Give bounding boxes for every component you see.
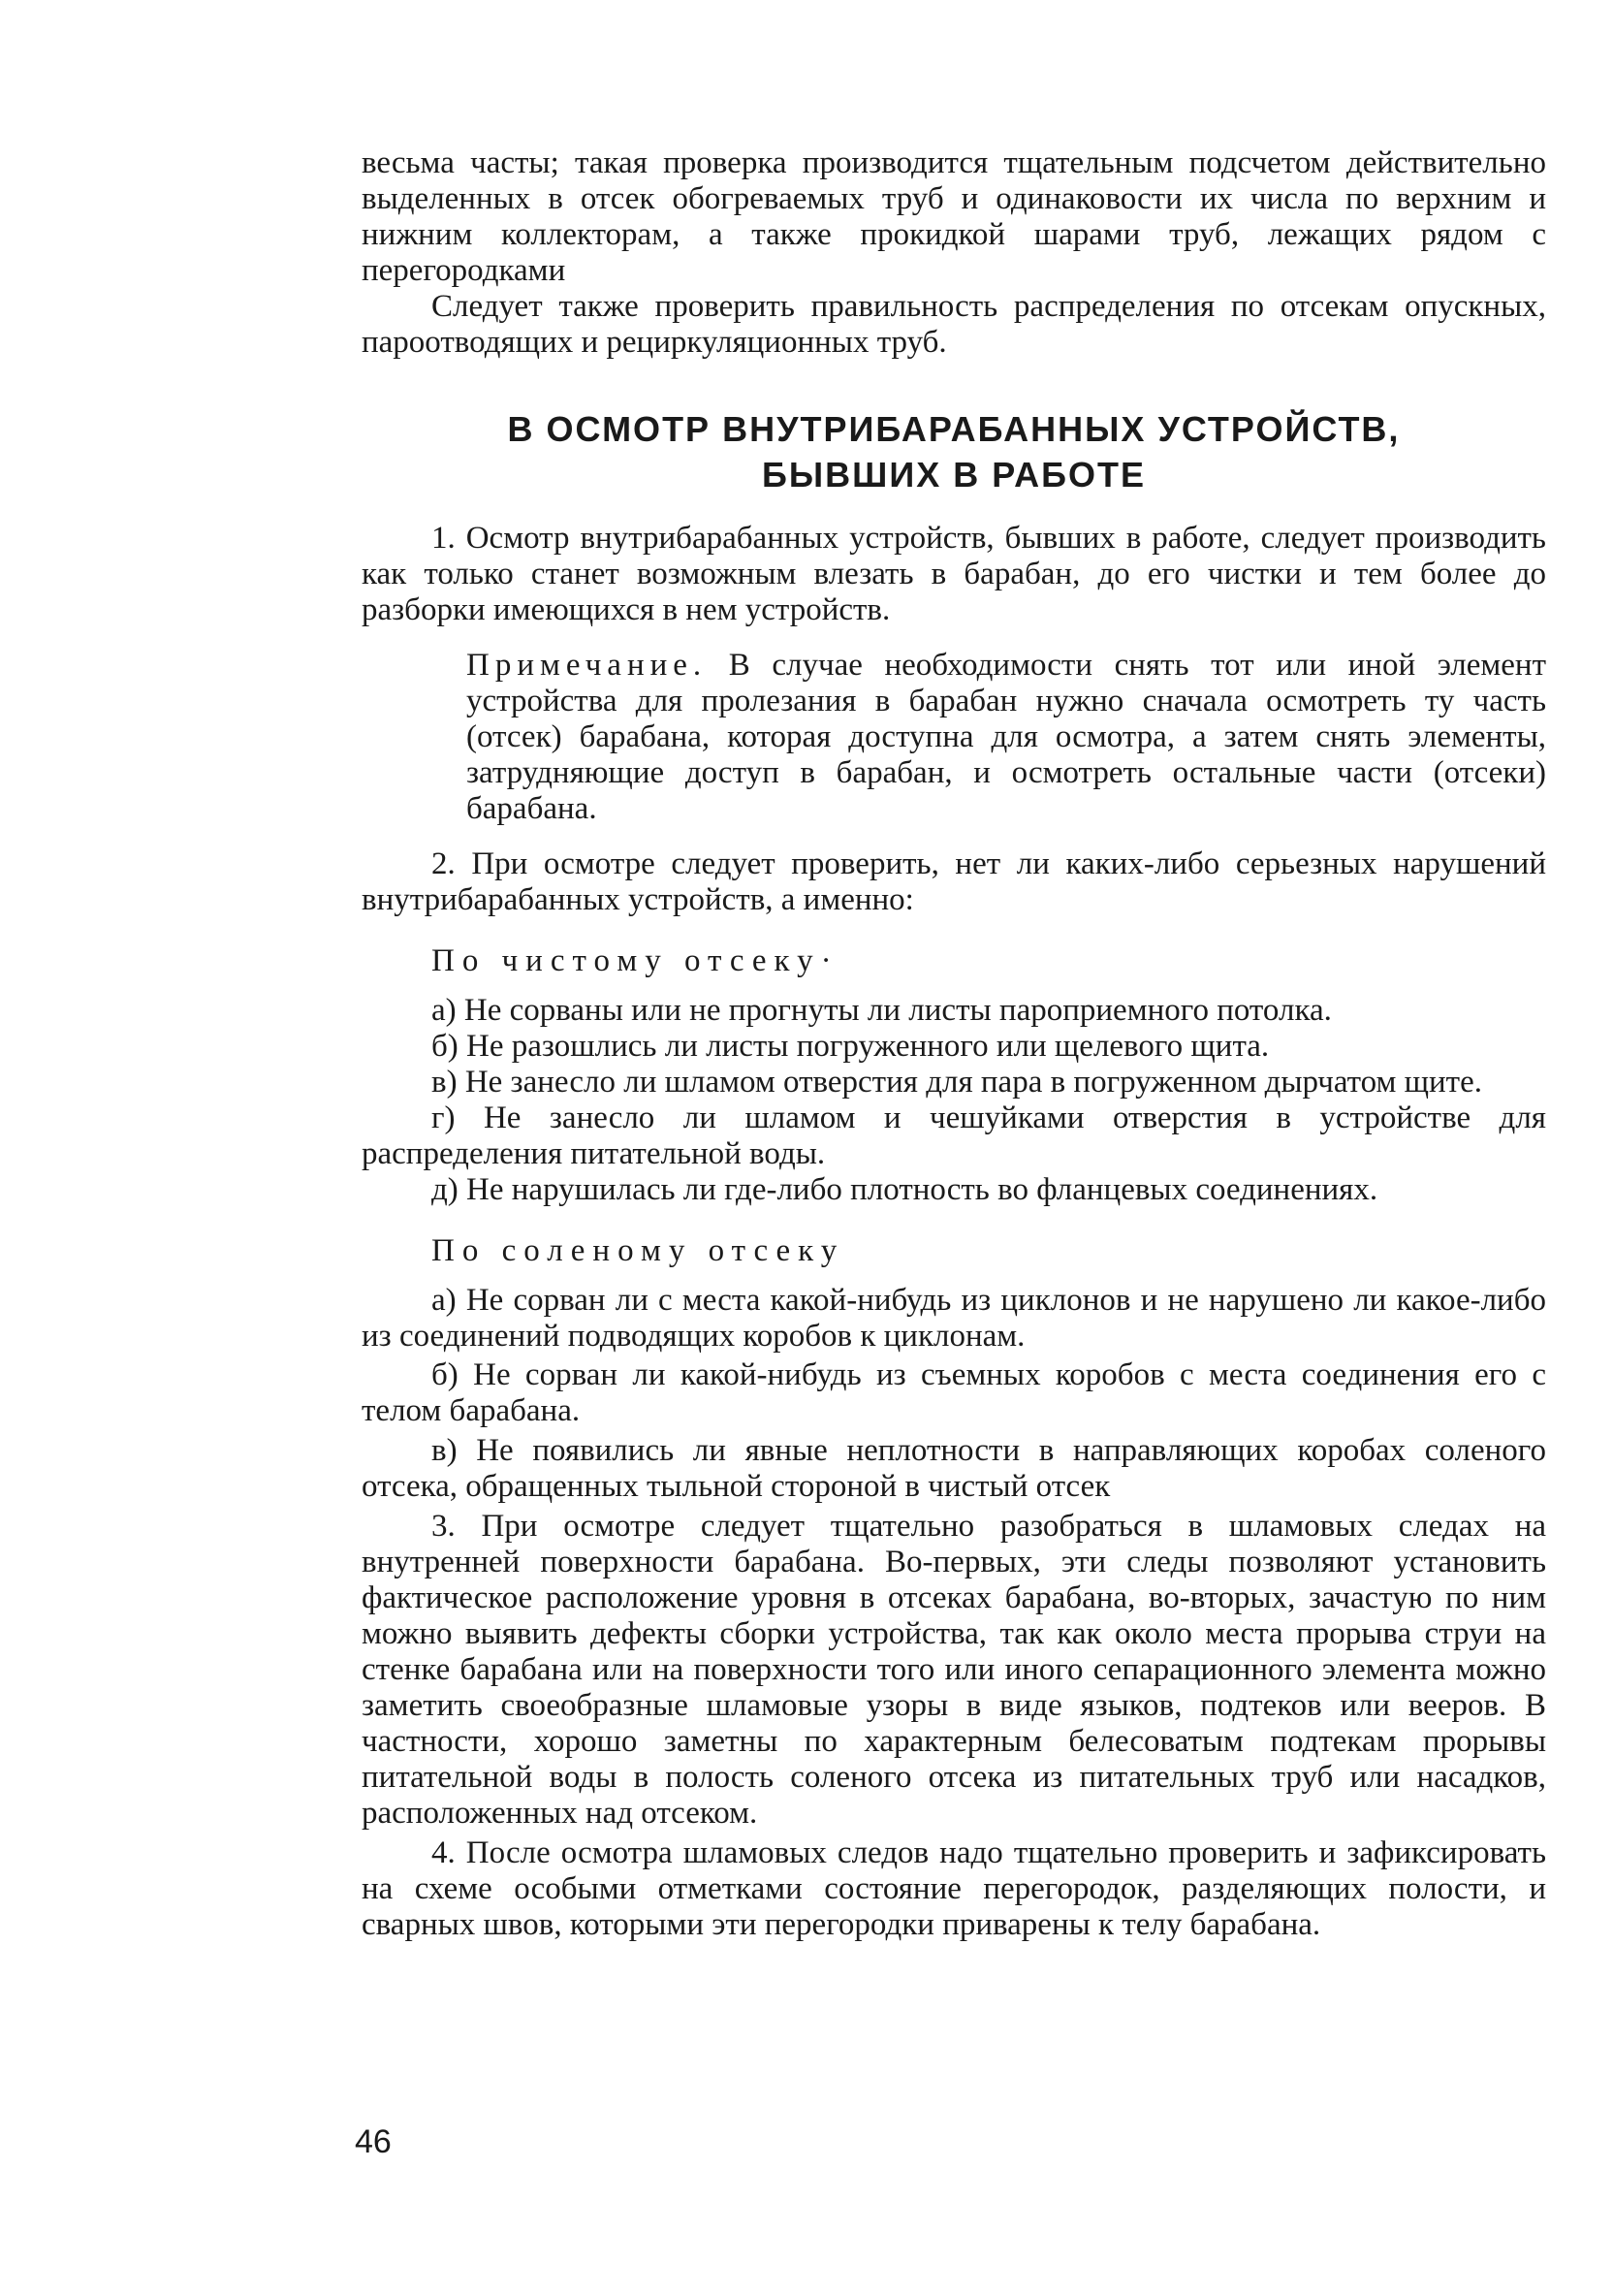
section-heading-line-1: В ОСМОТР ВНУТРИБАРАБАННЫХ УСТРОЙСТВ, bbox=[507, 408, 1401, 449]
note bbox=[466, 648, 1546, 827]
salt-item-v: в) Не появились ли явные неплотности в направляющих коробах соленого отсека, обращенных тыльной стороной в чистый отсек bbox=[362, 1433, 1546, 1505]
clean-item-b: б) Не разошлись ли листы погруженного или щелевого щита. bbox=[431, 1028, 1270, 1064]
item-2: 2. При осмотре следует проверить, нет ли каких-либо серьезных нарушений внутрибарабанных устройств, а именно: bbox=[362, 845, 1546, 917]
paragraph-continuation: весьма часты; такая проверка производится тщательным подсчетом действительно выделенных в отсек обогреваемых труб и одинаковости их числа по верхним и нижним коллекторам, а также прокидкой шарами труб, лежащих рядом с перегородками bbox=[362, 145, 1546, 288]
clean-item-v: в) Не занесло ли шламом отверстия для пара в погруженном дырчатом щите. bbox=[431, 1064, 1482, 1100]
section-heading-line-2: БЫВШИХ В РАБОТЕ bbox=[762, 454, 1146, 494]
note-label: Примечание. bbox=[466, 648, 708, 684]
item-4: 4. После осмотра шламовых следов надо тщательно проверить и зафиксировать на схеме особыми отметками состояние перегородок, разделяющих полости, и сварных швов, которыми эти перегородки приварены к телу барабана. bbox=[362, 1834, 1546, 1942]
section-heading bbox=[362, 407, 1546, 498]
clean-item-g: г) Не занесло ли шламом и чешуйками отверстия в устройстве для распределения питательной воды. bbox=[362, 1100, 1546, 1171]
item-1: 1. Осмотр внутрибарабанных устройств, бывших в работе, следует производить как только станет возможным влезать в барабан, до его чистки и тем более до разборки имеющихся в нем устройств. bbox=[362, 521, 1546, 628]
note-text: В случае необходимости снять тот или иной элемент устройства для пролезания в барабан нужно сначала осмотреть ту часть (отсек) барабана, которая доступна для осмотра, а затем снять элементы, затрудняющие доступ в барабан, и осмотреть остальные части (отсеки) барабана. bbox=[466, 648, 1546, 826]
clean-item-a: а) Не сорваны или не прогнуты ли листы пароприемного потолка. bbox=[431, 992, 1332, 1028]
salt-section-title: По соленому отсеку bbox=[431, 1232, 845, 1268]
page-number: 46 bbox=[355, 2123, 392, 2160]
clean-item-d: д) Не нарушилась ли где-либо плотность во фланцевых соединениях. bbox=[431, 1171, 1378, 1207]
paragraph-distribution-check: Следует также проверить правильность распределения по отсекам опускных, пароотводящих и рециркуляционных труб. bbox=[362, 288, 1546, 360]
salt-item-a: а) Не сорван ли с места какой-нибудь из циклонов и не нарушено ли какое-либо из соединений подводящих коробов к циклонам. bbox=[362, 1282, 1546, 1354]
item-3: 3. При осмотре следует тщательно разобраться в шламовых следах на внутренней поверхности барабана. Во-первых, эти следы позволяют установить фактическое расположение уровня в отсеках барабана, во-вторых, зачастую по ним можно выявить дефекты сборки устройства, так как около места прорыва струи на стенке барабана или на поверхности того или иного сепарационного элемента можно заметить своеобразные шламовые узоры в виде языков, подтеков или вееров. В частности, хорошо заметны по характерным белесоватым подтекам прорывы питательной воды в полость соленого отсека из питательных труб или насадков, расположенных над отсеком. bbox=[362, 1509, 1546, 1831]
salt-item-b: б) Не сорван ли какой-нибудь из съемных коробов с места соединения его с телом барабана. bbox=[362, 1357, 1546, 1429]
page-body bbox=[362, 145, 1546, 1943]
clean-section-title: По чистому отсеку· bbox=[431, 942, 839, 978]
